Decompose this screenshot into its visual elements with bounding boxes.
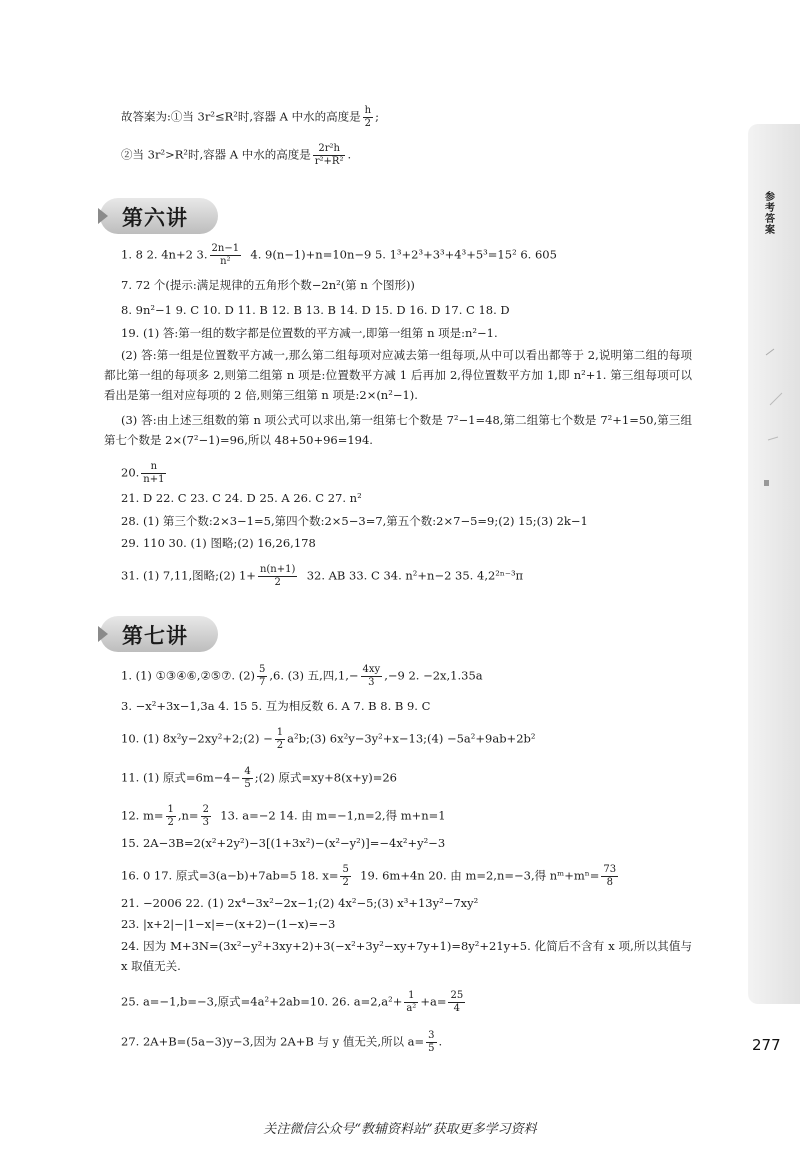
fraction — [141, 461, 166, 486]
fraction — [257, 664, 267, 689]
fraction — [166, 804, 176, 829]
fraction — [275, 727, 285, 752]
fraction-den: 3 — [368, 677, 375, 688]
fraction-den: 8 — [606, 877, 613, 888]
fraction — [363, 105, 373, 130]
fraction-num: n(n+1) — [259, 564, 296, 575]
answer-text: 13. a=−2 14. 由 m=−1,n=2,得 m+n=1 — [220, 808, 446, 823]
fraction — [404, 990, 418, 1015]
answer-text: 16. 0 17. 原式=3(a−b)+7ab=5 18. x= — [121, 868, 339, 883]
l6-answer-28: 28. (1) 第三个数:2×3−1=5,第四个数:2×5−3=7,第五个数:2×7−5=9;(2) 15;(3) 2k−1 — [121, 514, 588, 528]
l7-answer-21: 21. −2006 22. (1) 2x⁴−3x²−2x−1;(2) 4x²−5;(3) x³+13y²−7xy² — [121, 896, 479, 910]
fraction — [361, 664, 383, 689]
answer-text: 12. m= — [121, 808, 164, 823]
l6-answer-19-2: (2) 答:第一组是位置数平方减一,那么第二组每项对应减去第一组每项,从中可以看出都等于 2,说明第二组的每项都比第一组的每项多 2,则第二组第 n 项是:位置数平方减 1 后再加 2,得位置数平方加 1,即 n²+1. 第三组每项可以看出是第一组对应每项的 2 倍,则第三组第 n 项是:2×(n²−1). — [104, 348, 692, 402]
fraction-num: 5 — [342, 864, 349, 875]
l6-answer-19-3: (3) 答:由上述三组数的第 n 项公式可以求出,第一组第七个数是 7²−1=48,第二组第七个数是 7²+1=50,第三组第七个数是 2×(7²−1)=96,所以 48+50+96=194. — [104, 413, 692, 447]
l7-answer-27 — [121, 1030, 442, 1055]
fraction-den: n+1 — [143, 474, 165, 485]
fraction-num: 4xy — [362, 664, 381, 675]
fraction-num: 3 — [428, 1030, 435, 1041]
answer-text: 1. 8 2. 4n+2 3. — [121, 247, 208, 262]
l6-answer-1 — [121, 243, 557, 268]
fraction-den: 7 — [259, 677, 266, 688]
answer-text: 32. AB 33. C 34. n²+n−2 35. 4,2²ⁿ⁻³π — [306, 568, 524, 583]
l7-answer-24: 24. 因为 M+3N=(3x²−y²+3xy+2)+3(−x²+3y²−xy+7y+1)=8y²+21y+5. 化简后不含有 x 项,所以其值与 x 取值无关. — [121, 939, 692, 973]
fraction — [242, 766, 252, 791]
side-tab — [748, 124, 800, 1004]
fraction — [313, 143, 346, 168]
answer-text: 1. (1) ①③④⑥,②⑤⑦. (2) — [121, 668, 255, 683]
fraction-num: 2 — [202, 804, 209, 815]
fraction — [601, 864, 618, 889]
fraction-num: 1 — [404, 990, 418, 1003]
l7-answer-25 — [121, 990, 467, 1015]
fraction-num: n — [141, 461, 166, 474]
answer-text: 10. (1) 8x²y−2xy²+2;(2) − — [121, 731, 273, 746]
section-title: 第七讲 — [122, 624, 188, 648]
l6-answer-19-1: 19. (1) 答:第一组的数字都是位置数的平方减一,即第一组第 n 项是:n²−1. — [121, 326, 498, 340]
answer-text: 20. — [121, 465, 140, 480]
fraction-den: 4 — [453, 1003, 461, 1014]
fraction-den: a² — [406, 1003, 417, 1014]
fraction — [426, 1030, 436, 1055]
fraction-num: h — [364, 105, 372, 116]
section-arrow-icon — [98, 626, 108, 642]
l6-answer-20 — [121, 461, 168, 486]
section-title: 第六讲 — [122, 206, 188, 230]
fraction — [448, 990, 465, 1015]
l6-answer-29: 29. 110 30. (1) 图略;(2) 16,26,178 — [121, 536, 316, 550]
header-line-2 — [121, 143, 351, 168]
answer-text: ,−9 2. −2x,1.35a — [384, 668, 483, 683]
answer-text: 27. 2A+B=(5a−3)y−3,因为 2A+B 与 y 值无关,所以 a= — [121, 1034, 425, 1049]
answer-text: 11. (1) 原式=6m−4− — [121, 770, 241, 785]
answer-text: ,n= — [177, 808, 199, 823]
fraction-num: 2n−1 — [211, 243, 240, 254]
l7-answer-15: 15. 2A−3B=2(x²+2y²)−3[(1+3x²)−(x²−y²)]=−4x²+y²−3 — [121, 836, 446, 850]
fraction-num: 1 — [167, 804, 174, 815]
side-decoration — [760, 345, 790, 495]
fraction-den: 2 — [276, 740, 284, 751]
answer-text: 4. 9(n−1)+n=10n−9 5. 1³+2³+3³+4³+5³=15² 6. 605 — [250, 247, 557, 262]
l7-answer-1 — [121, 664, 483, 689]
footer-note: 关注微信公众号“教辅资料站”获取更多学习资料 — [263, 1122, 537, 1137]
l7-answer-3: 3. −x²+3x−1,3a 4. 15 5. 互为相反数 6. A 7. B 8. B 9. C — [121, 699, 431, 713]
fraction — [340, 864, 350, 889]
answer-text: ,6. (3) 五,四,1,− — [269, 668, 359, 683]
section-heading-6 — [100, 198, 218, 234]
side-tab-label: 参考答案 — [765, 192, 775, 236]
fraction-den: 2 — [274, 577, 281, 588]
l7-answer-16 — [121, 864, 620, 889]
answer-text: a²b;(3) 6x²y−3y²+x−13;(4) −5a²+9ab+2b² — [287, 731, 536, 746]
l6-answer-31 — [121, 564, 523, 589]
header-line-1-end: ; — [375, 109, 379, 124]
l6-answer-8: 8. 9n²−1 9. C 10. D 11. B 12. B 13. B 14. D 15. D 16. D 17. C 18. D — [121, 303, 510, 317]
header-line-2-end: . — [347, 147, 352, 162]
fraction-den: 2 — [167, 817, 174, 828]
answer-text: . — [438, 1034, 443, 1049]
fraction — [201, 804, 211, 829]
answer-text: 31. (1) 7,11,图略;(2) 1+ — [121, 568, 256, 583]
fraction-num: 4 — [244, 766, 251, 777]
page-number: 277 — [752, 1036, 781, 1054]
fraction-num: 5 — [259, 664, 266, 675]
header-line-2-text: ②当 3r²>R²时,容器 A 中水的高度是 — [121, 147, 311, 162]
fraction-den: n² — [220, 256, 231, 267]
fraction-num: 25 — [450, 990, 464, 1001]
l7-answer-23: 23. |x+2|−|1−x|=−(x+2)−(1−x)=−3 — [121, 917, 336, 931]
l7-answer-12 — [121, 804, 446, 829]
l7-answer-11 — [121, 766, 397, 791]
l6-answer-21: 21. D 22. C 23. C 24. D 25. A 26. C 27. n² — [121, 491, 362, 505]
fraction-num: 73 — [603, 864, 617, 875]
section-heading-7 — [100, 616, 218, 652]
fraction-den: r²+R² — [314, 156, 344, 167]
l6-answer-7: 7. 72 个(提示:满足规律的五角形个数−2n²(第 n 个图形)) — [121, 278, 415, 292]
fraction-den: 2 — [364, 118, 372, 129]
answer-text: 25. a=−1,b=−3,原式=4a²+2ab=10. 26. a=2,a²+ — [121, 994, 403, 1009]
answer-text: ;(2) 原式=xy+8(x+y)=26 — [254, 770, 397, 785]
answer-text: +a= — [420, 994, 447, 1009]
fraction — [210, 243, 242, 268]
fraction-den: 5 — [428, 1043, 435, 1054]
fraction-num: 2r²h — [313, 143, 346, 156]
answer-text: 19. 6m+4n 20. 由 m=2,n=−3,得 nᵐ+mⁿ= — [360, 868, 600, 883]
l7-answer-10 — [121, 727, 535, 752]
header-line-1-text: 故答案为:①当 3r²≤R²时,容器 A 中水的高度是 — [121, 109, 361, 124]
fraction-num: 1 — [276, 727, 284, 738]
header-line-1 — [121, 105, 379, 130]
fraction — [258, 564, 297, 589]
fraction-den: 5 — [244, 779, 251, 790]
section-arrow-icon — [98, 208, 108, 224]
fraction-den: 2 — [342, 877, 349, 888]
fraction-den: 3 — [202, 817, 209, 828]
